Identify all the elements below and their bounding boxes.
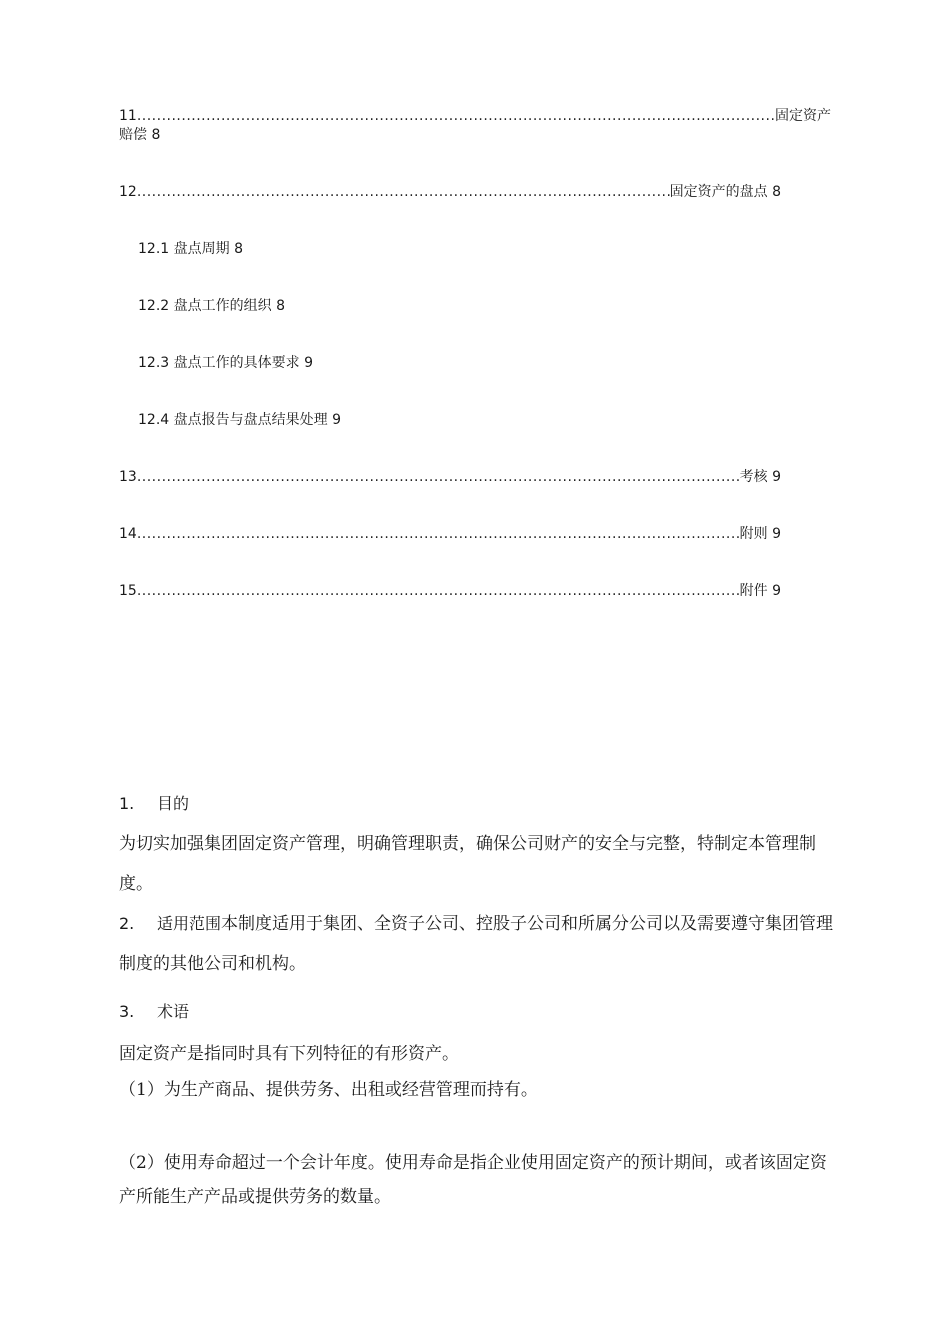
toc-leader-dots <box>137 183 670 202</box>
toc-entry-12-3[interactable]: 12.3 盘点工作的具体要求 9 <box>138 355 313 371</box>
term-definition: 固定资产是指同时具有下列特征的有形资产。 <box>119 1044 459 1064</box>
section-title: 目的 <box>157 794 190 813</box>
toc-number: 11 <box>119 108 137 124</box>
toc-entry-12-4[interactable]: 12.4 盘点报告与盘点结果处理 9 <box>138 412 341 428</box>
section-heading-3 <box>119 1000 189 1024</box>
section-1-paragraph: 为切实加强集团固定资产管理，明确管理职责，确保公司财产的安全与完整，特制定本管理制度。 <box>119 834 816 894</box>
section-number: 1. <box>119 794 135 813</box>
toc-leader-dots <box>137 525 740 544</box>
toc-entry-11[interactable] <box>119 107 831 145</box>
term-item-1: （1）为生产商品、提供劳务、出租或经营管理而持有。 <box>119 1080 538 1100</box>
toc-leader-dots <box>137 468 740 487</box>
section-title: 术语 <box>157 1002 190 1021</box>
toc-leader-dots <box>137 107 775 126</box>
toc-title: 固定资产 <box>775 108 831 124</box>
section-number: 2. <box>119 914 135 933</box>
term-item-2: （2）使用寿命超过一个会计年度。使用寿命是指企业使用固定资产的预计期间，或者该固定资产所能生产产品或提供劳务的数量。 <box>119 1153 827 1207</box>
toc-entry-12-2[interactable]: 12.2 盘点工作的组织 8 <box>138 298 285 314</box>
section-number: 3. <box>119 1002 135 1021</box>
toc-title: 固定资产的盘点 8 <box>669 184 781 200</box>
section-2-text: 本制度适用于集团、全资子公司、控股子公司和所属分公司以及需要遵守集团管理制度的其他公司和机构。 <box>119 914 834 974</box>
toc-title: 考核 9 <box>739 469 781 485</box>
toc-number: 13 <box>119 469 137 485</box>
toc-entry-14[interactable] <box>119 525 781 544</box>
toc-title-continuation: 赔偿 8 <box>119 127 161 143</box>
toc-entry-12[interactable] <box>119 183 781 202</box>
section-2-paragraph <box>119 904 839 984</box>
section-heading-1 <box>119 792 189 816</box>
toc-entry-13[interactable] <box>119 468 781 487</box>
toc-entry-15[interactable] <box>119 582 781 601</box>
toc-title: 附则 9 <box>739 526 781 542</box>
toc-number: 15 <box>119 583 137 599</box>
toc-entry-12-1[interactable]: 12.1 盘点周期 8 <box>138 241 243 257</box>
section-title: 适用范围 <box>157 914 222 933</box>
toc-number: 14 <box>119 526 137 542</box>
toc-leader-dots <box>137 582 740 601</box>
toc-title: 附件 9 <box>739 583 781 599</box>
toc-number: 12 <box>119 184 137 200</box>
